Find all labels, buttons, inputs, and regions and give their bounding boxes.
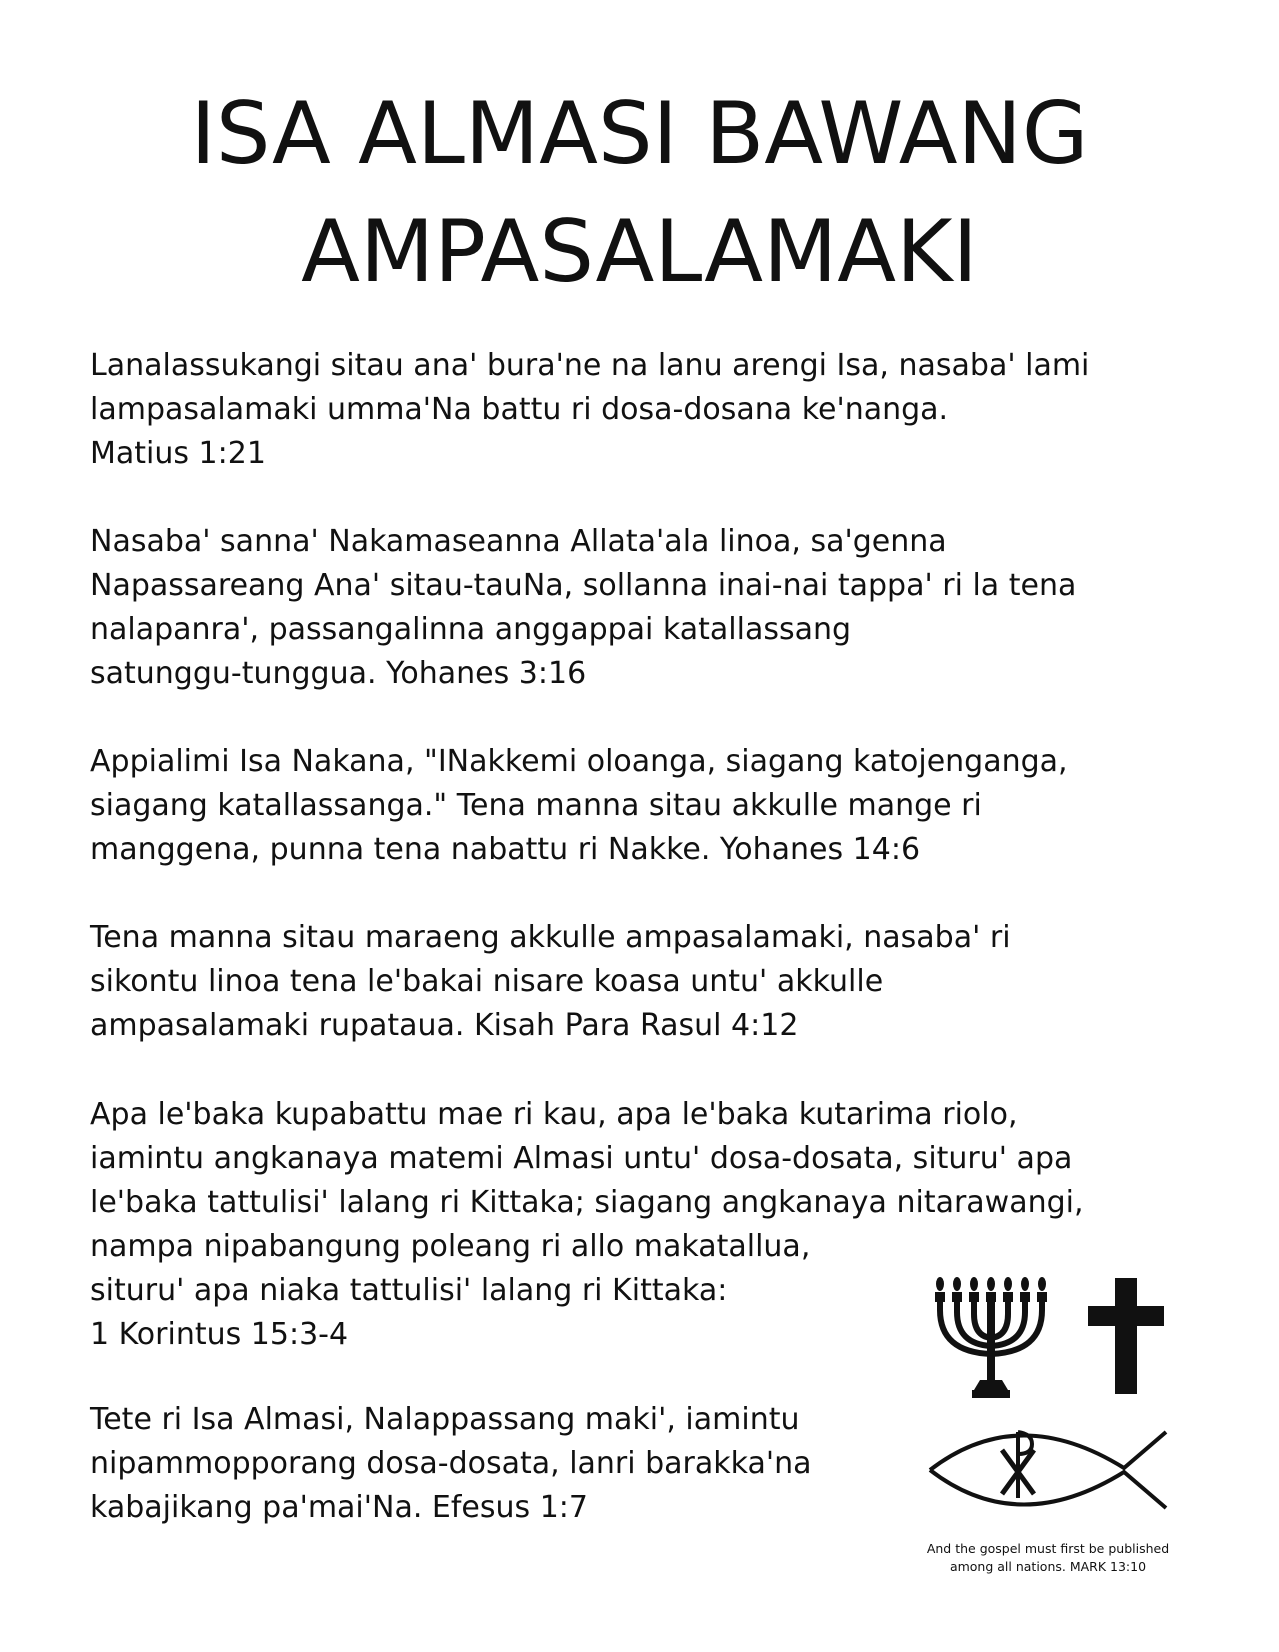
verse-paragraph: Nasaba' sanna' Nakamaseanna Allata'ala linoa, sa'genna Napassareang Ana' sitau-tauNa, sollanna inai-nai tappa' ri la tena nalapanra', passangalinna anggappai katallassang satunggu-tunggua. Yohanes 3:16 (90, 524, 1077, 691)
verse-paragraph: Lanalassukangi sitau ana' bura'ne na lanu arengi Isa, nasaba' lami lampasalamaki umma'Na battu ri dosa-dosana ke'nanga. Matius 1:21 (90, 348, 1090, 471)
scripture-caption: And the gospel must first be published among all nations. MARK 13:10 (926, 1541, 1170, 1574)
page-title-line-1: ISA ALMASI BAWANG (190, 84, 1089, 184)
page-title-line-2: AMPASALAMAKI (301, 202, 978, 302)
verse-paragraph: Tena manna sitau maraeng akkulle ampasalamaki, nasaba' ri sikontu linoa tena le'bakai nisare koasa untu' akkulle ampasalamaki rupataua. Kisah Para Rasul 4:12 (90, 920, 1011, 1043)
cross-icon (1088, 1278, 1164, 1394)
verse-paragraph: Appialimi Isa Nakana, "INakkemi oloanga, siagang katojenganga, siagang katallassanga." Tena manna sitau akkulle mange ri manggena, punna tena nabattu ri Nakke. Yohanes 14:6 (90, 744, 1068, 867)
symbols-svg (928, 1272, 1204, 1568)
verse-paragraph: Tete ri Isa Almasi, Nalappassang maki', iamintu nipammopporang dosa-dosata, lanri barakka'na kabajikang pa'mai'Na. Efesus 1:7 (90, 1402, 812, 1525)
menorah-icon (935, 1277, 1047, 1398)
ichthys-chi-rho-icon (930, 1432, 1166, 1508)
verse-paragraph: Apa le'baka kupabattu mae ri kau, apa le'baka kutarima riolo, iamintu angkanaya matemi Almasi untu' dosa-dosata, situru' apa le'baka tattulisi' lalang ri Kittaka; siagang angkanaya nitarawangi, nampa nipabangung poleang ri allo makatallua, situru' apa niaka tattulisi' lalang ri Kittaka: 1 Korintus 15:3-4 (90, 1097, 1084, 1352)
religious-symbols (928, 1272, 1204, 1568)
